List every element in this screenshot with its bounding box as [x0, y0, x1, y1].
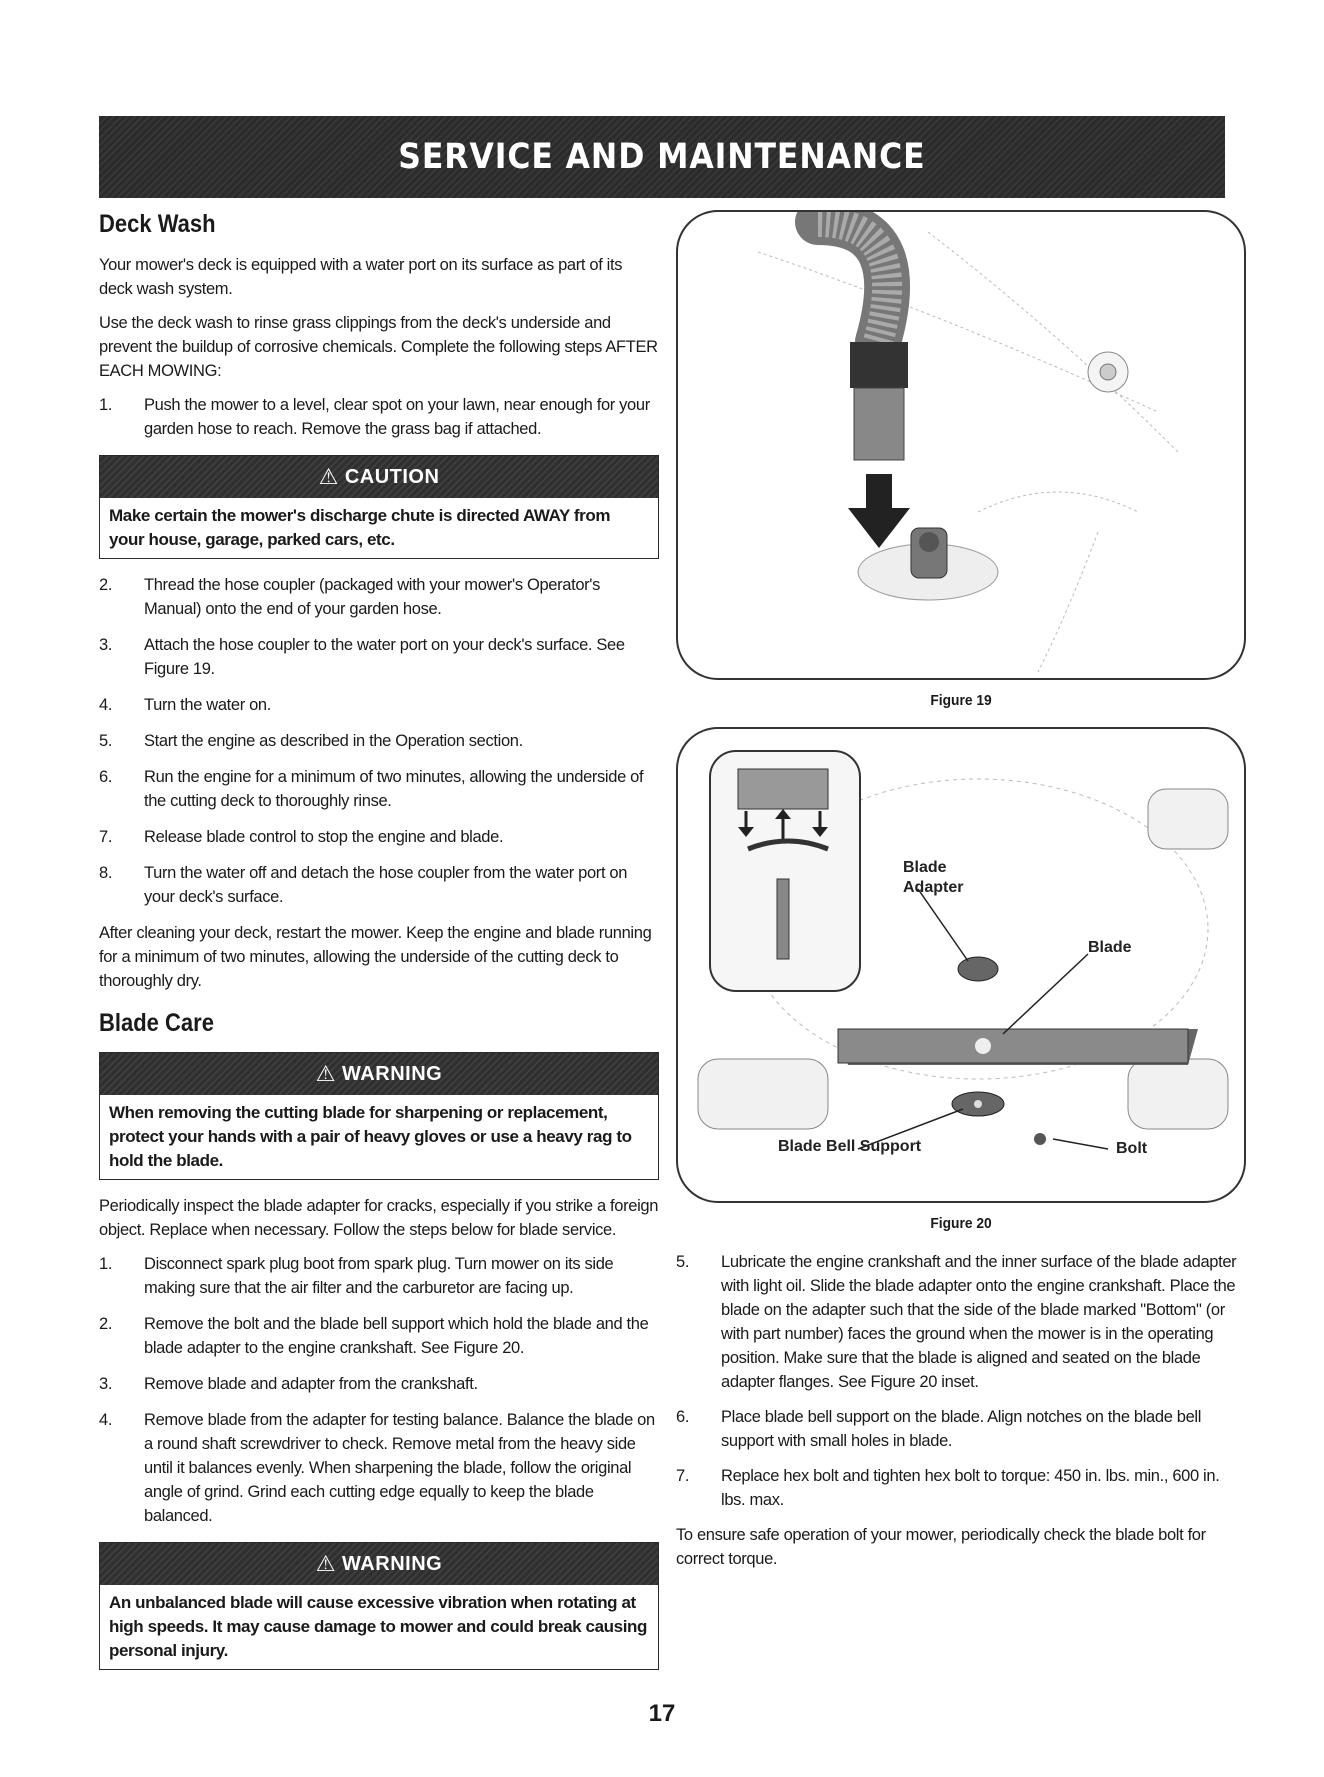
blade-install-steps — [676, 1250, 1246, 1512]
list-item — [99, 861, 659, 909]
warning-triangle-icon: ⚠ — [318, 464, 339, 489]
step-text: Remove blade and adapter from the crankshaft. — [144, 1375, 478, 1393]
left-column — [99, 210, 659, 1684]
figure-19-caption: Figure 19 — [930, 692, 992, 709]
step-number: 6. — [676, 1408, 690, 1426]
step-text: Start the engine as described in the Operation section. — [144, 732, 523, 750]
warning-triangle-icon: ⚠ — [315, 1551, 337, 1576]
step-text: Turn the water on. — [144, 696, 271, 714]
step-number: 3. — [99, 1375, 113, 1393]
step-number: 2. — [99, 576, 113, 594]
list-item — [99, 693, 659, 717]
warning-box-2 — [99, 1542, 659, 1670]
deck-wash-steps-a — [99, 393, 659, 441]
step-number: 3. — [99, 636, 113, 654]
caution-title: CAUTION — [344, 465, 440, 488]
list-item — [99, 1312, 659, 1360]
warning-header — [100, 1053, 658, 1095]
step-number: 1. — [99, 1255, 113, 1273]
step-text: Thread the hose coupler (packaged with your mower's Operator's Manual) onto the end of your garden hose. — [144, 576, 601, 618]
step-number: 5. — [676, 1253, 690, 1271]
step-number: 2. — [99, 1315, 113, 1333]
figure-20-illustration — [676, 727, 1246, 1203]
list-item — [99, 633, 659, 681]
list-item — [99, 573, 659, 621]
warning-text: When removing the cutting blade for sharpening or replacement, protect your hands with a pair of heavy gloves or use a heavy rag to hold the blade. — [109, 1103, 632, 1170]
step-text: Attach the hose coupler to the water port on your deck's surface. See Figure 19. — [144, 636, 625, 678]
step-number: 7. — [676, 1467, 690, 1485]
caution-header — [100, 456, 658, 498]
caution-text: Make certain the mower's discharge chute is directed AWAY from your house, garage, parked cars, etc. — [109, 506, 611, 549]
warning-title: WARNING — [342, 1552, 443, 1575]
deck-wash-heading: Deck Wash — [99, 210, 216, 238]
step-number: 8. — [99, 864, 113, 882]
step-text: Place blade bell support on the blade. Align notches on the blade bell support with small holes in blade. — [721, 1408, 1202, 1450]
right-column — [676, 210, 1246, 1581]
step-number: 4. — [99, 1411, 113, 1429]
step-text: Turn the water off and detach the hose coupler from the water port on your deck's surface. — [144, 864, 628, 906]
step-number: 5. — [99, 732, 113, 750]
step-text: Lubricate the engine crankshaft and the inner surface of the blade adapter with light oil. Slide the blade adapter onto the engine crankshaft. Place the blade on the adapter such that the side of the blade marked "Bottom" (or with part number) faces the ground when the mower is in the operating position. Make sure that the blade is aligned and seated on the blade adapter flanges. See Figure 20 inset. — [721, 1253, 1237, 1391]
blade-adapter-label-line1: Blade — [903, 859, 947, 876]
list-item — [676, 1464, 1246, 1512]
warning-text: An unbalanced blade will cause excessive vibration when rotating at high speeds. It may cause damage to mower and could break causing personal injury. — [109, 1593, 647, 1660]
step-text: Release blade control to stop the engine and blade. — [144, 828, 504, 846]
blade-care-heading: Blade Care — [99, 1009, 214, 1037]
step-text: Remove blade from the adapter for testing balance. Balance the blade on a round shaft screwdriver to check. Remove metal from the heavy side until it balances evenly. When sharpening the blade, follow the original angle of grind. Grind each cutting edge equally to keep the blade balanced. — [144, 1411, 655, 1525]
figure-20-caption: Figure 20 — [930, 1215, 992, 1232]
step-text: Run the engine for a minimum of two minutes, allowing the underside of the cutting deck to thoroughly rinse. — [144, 768, 644, 810]
warning-triangle-icon: ⚠ — [315, 1061, 337, 1086]
step-number: 7. — [99, 828, 113, 846]
hose-coupler-illustration — [678, 212, 1244, 674]
blade-adapter-label-line2: Adapter — [903, 879, 964, 896]
step-text: Remove the bolt and the blade bell support which hold the blade and the blade adapter to the engine crankshaft. See Figure 20. — [144, 1315, 649, 1357]
caution-box — [99, 455, 659, 559]
deck-wash-intro-2: Use the deck wash to rinse grass clippings from the deck's underside and prevent the buildup of corrosive chemicals. Complete the following steps AFTER EACH MOWING: — [99, 314, 658, 380]
list-item — [99, 393, 659, 441]
warning-box-1 — [99, 1052, 659, 1180]
blade-care-intro: Periodically inspect the blade adapter for cracks, especially if you strike a foreign object. Replace when necessary. Follow the steps below for blade service. — [99, 1197, 659, 1239]
page-number: 17 — [648, 1700, 676, 1727]
section-banner — [99, 116, 1225, 198]
list-item — [99, 1252, 659, 1300]
step-text: Replace hex bolt and tighten hex bolt to torque: 450 in. lbs. min., 600 in. lbs. max. — [721, 1467, 1220, 1509]
section-title: SERVICE AND MAINTENANCE — [398, 137, 926, 177]
step-number: 4. — [99, 696, 113, 714]
list-item — [99, 729, 659, 753]
list-item — [99, 1408, 659, 1528]
deck-wash-closing: After cleaning your deck, restart the mower. Keep the engine and blade running for a minimum of two minutes, allowing the underside of the cutting deck to thoroughly dry. — [99, 924, 652, 990]
step-text: Push the mower to a level, clear spot on your lawn, near enough for your garden hose to reach. Remove the grass bag if attached. — [144, 396, 650, 438]
bolt-label: Bolt — [1116, 1140, 1148, 1157]
list-item — [99, 825, 659, 849]
torque-check-note: To ensure safe operation of your mower, periodically check the blade bolt for correct torque. — [676, 1526, 1206, 1568]
blade-label: Blade — [1088, 939, 1132, 956]
step-number: 1. — [99, 396, 113, 414]
blade-care-steps — [99, 1252, 659, 1528]
step-number: 6. — [99, 768, 113, 786]
deck-wash-steps-b — [99, 573, 659, 909]
list-item — [676, 1250, 1246, 1394]
list-item — [99, 765, 659, 813]
warning-header — [100, 1543, 658, 1585]
step-text: Disconnect spark plug boot from spark plug. Turn mower on its side making sure that the air filter and the carburetor are facing up. — [144, 1255, 614, 1297]
blade-assembly-illustration — [678, 729, 1244, 1197]
warning-title: WARNING — [342, 1062, 443, 1085]
figure-19-illustration — [676, 210, 1246, 680]
deck-wash-intro-1: Your mower's deck is equipped with a water port on its surface as part of its deck wash system. — [99, 256, 623, 298]
list-item — [676, 1405, 1246, 1453]
list-item — [99, 1372, 659, 1396]
blade-bell-support-label: Blade Bell Support — [778, 1138, 922, 1155]
